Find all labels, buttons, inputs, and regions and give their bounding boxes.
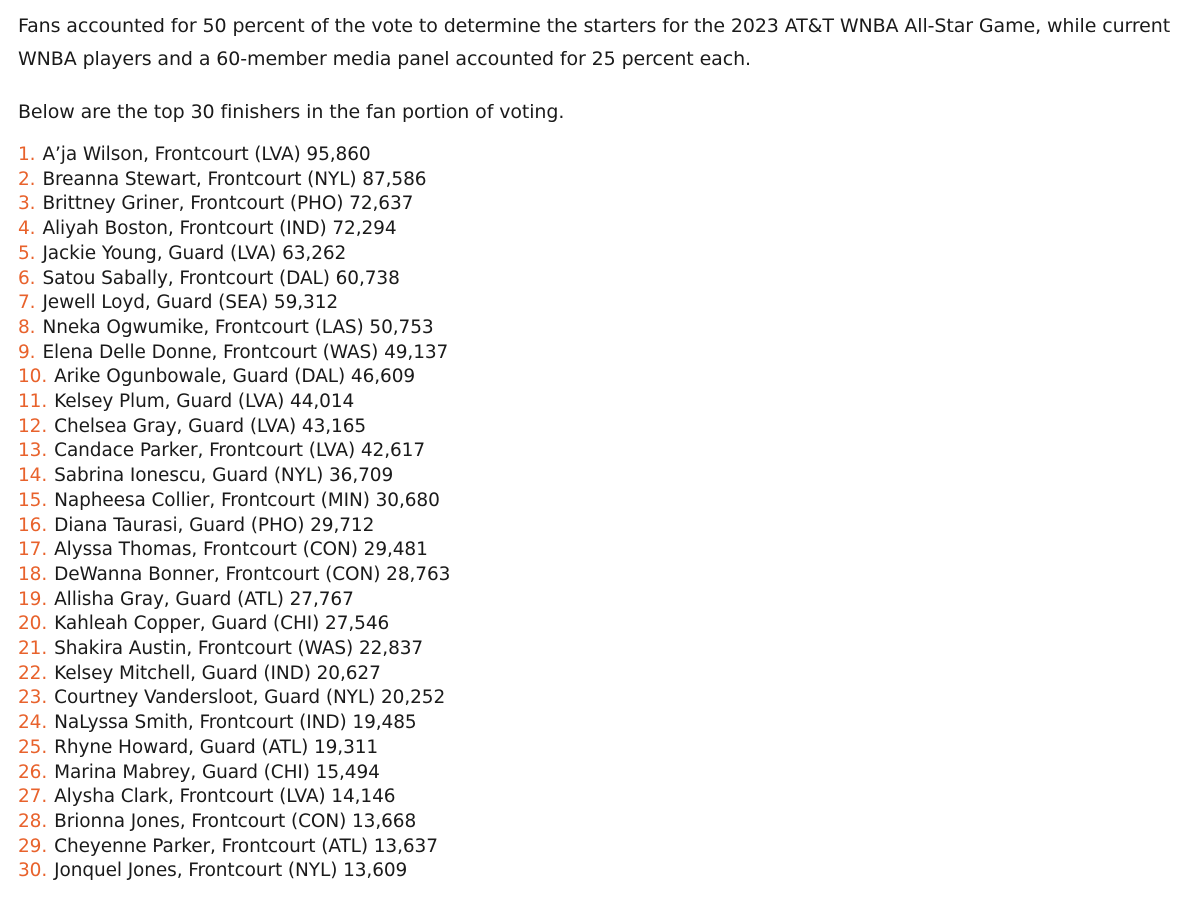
rank-number: 8. xyxy=(18,316,36,338)
list-item xyxy=(18,761,1194,786)
player-entry: Brittney Griner, Frontcourt (PHO) 72,637 xyxy=(42,193,414,215)
fan-vote-ranking-list xyxy=(18,143,1194,884)
list-item xyxy=(18,711,1194,736)
player-entry: Kelsey Mitchell, Guard (IND) 20,627 xyxy=(54,662,381,684)
rank-number: 24. xyxy=(18,712,48,734)
player-entry: Shakira Austin, Frontcourt (WAS) 22,837 xyxy=(54,638,424,660)
list-item xyxy=(18,390,1194,415)
player-entry: Nneka Ogwumike, Frontcourt (LAS) 50,753 xyxy=(42,316,434,338)
list-intro-paragraph: Below are the top 30 finishers in the fan portion of voting. xyxy=(18,101,565,123)
list-item xyxy=(18,612,1194,637)
rank-number: 16. xyxy=(18,514,48,536)
list-item xyxy=(18,538,1194,563)
list-item xyxy=(18,662,1194,687)
player-entry: Cheyenne Parker, Frontcourt (ATL) 13,637 xyxy=(54,835,438,857)
intro-paragraph: Fans accounted for 50 percent of the vote to determine the starters for the 2023 AT&T WNBA All-Star Game, while current WNBA players and a 60-member media panel accounted for 25 percent each. xyxy=(18,15,1171,70)
player-entry: Napheesa Collier, Frontcourt (MIN) 30,680 xyxy=(54,489,440,511)
list-item xyxy=(18,291,1194,316)
list-item xyxy=(18,835,1194,860)
rank-number: 5. xyxy=(18,242,36,264)
list-item xyxy=(18,736,1194,761)
list-item xyxy=(18,365,1194,390)
list-item xyxy=(18,168,1194,193)
list-item xyxy=(18,192,1194,217)
rank-number: 18. xyxy=(18,563,48,585)
rank-number: 15. xyxy=(18,489,48,511)
player-entry: Jackie Young, Guard (LVA) 63,262 xyxy=(42,242,347,264)
rank-number: 21. xyxy=(18,638,48,660)
rank-number: 26. xyxy=(18,761,48,783)
player-entry: Kelsey Plum, Guard (LVA) 44,014 xyxy=(54,391,355,413)
list-item xyxy=(18,588,1194,613)
rank-number: 25. xyxy=(18,736,48,758)
list-item xyxy=(18,637,1194,662)
player-entry: Alyssa Thomas, Frontcourt (CON) 29,481 xyxy=(54,539,428,561)
list-item xyxy=(18,859,1194,884)
list-item xyxy=(18,489,1194,514)
list-item xyxy=(18,810,1194,835)
list-item xyxy=(18,785,1194,810)
player-entry: Arike Ogunbowale, Guard (DAL) 46,609 xyxy=(54,366,416,388)
player-entry: Elena Delle Donne, Frontcourt (WAS) 49,137 xyxy=(42,341,449,363)
player-entry: Aliyah Boston, Frontcourt (IND) 72,294 xyxy=(42,218,397,240)
rank-number: 20. xyxy=(18,613,48,635)
rank-number: 2. xyxy=(18,168,36,190)
rank-number: 22. xyxy=(18,662,48,684)
list-item xyxy=(18,267,1194,292)
rank-number: 13. xyxy=(18,440,48,462)
rank-number: 3. xyxy=(18,193,36,215)
player-entry: Diana Taurasi, Guard (PHO) 29,712 xyxy=(54,514,375,536)
list-item xyxy=(18,514,1194,539)
player-entry: Allisha Gray, Guard (ATL) 27,767 xyxy=(54,588,354,610)
player-entry: Satou Sabally, Frontcourt (DAL) 60,738 xyxy=(42,267,400,289)
rank-number: 10. xyxy=(18,366,48,388)
player-entry: A’ja Wilson, Frontcourt (LVA) 95,860 xyxy=(42,144,371,165)
list-item xyxy=(18,143,1194,168)
player-entry: Courtney Vandersloot, Guard (NYL) 20,252 xyxy=(54,687,446,709)
rank-number: 28. xyxy=(18,810,48,832)
rank-number: 7. xyxy=(18,292,36,314)
player-entry: Brionna Jones, Frontcourt (CON) 13,668 xyxy=(54,810,417,832)
list-item xyxy=(18,341,1194,366)
player-entry: Breanna Stewart, Frontcourt (NYL) 87,586 xyxy=(42,168,427,190)
rank-number: 29. xyxy=(18,835,48,857)
rank-number: 19. xyxy=(18,588,48,610)
player-entry: Alysha Clark, Frontcourt (LVA) 14,146 xyxy=(54,786,396,808)
list-item xyxy=(18,464,1194,489)
rank-number: 23. xyxy=(18,687,48,709)
list-item xyxy=(18,415,1194,440)
rank-number: 11. xyxy=(18,391,48,413)
list-item xyxy=(18,563,1194,588)
player-entry: NaLyssa Smith, Frontcourt (IND) 19,485 xyxy=(54,712,417,734)
rank-number: 1. xyxy=(18,144,36,165)
player-entry: Candace Parker, Frontcourt (LVA) 42,617 xyxy=(54,440,425,462)
list-item xyxy=(18,316,1194,341)
article-body xyxy=(18,10,1194,884)
rank-number: 6. xyxy=(18,267,36,289)
player-entry: Sabrina Ionescu, Guard (NYL) 36,709 xyxy=(54,465,394,487)
player-entry: DeWanna Bonner, Frontcourt (CON) 28,763 xyxy=(54,563,451,585)
list-item xyxy=(18,439,1194,464)
rank-number: 12. xyxy=(18,415,48,437)
rank-number: 4. xyxy=(18,218,36,240)
rank-number: 27. xyxy=(18,786,48,808)
list-item xyxy=(18,242,1194,267)
list-item xyxy=(18,217,1194,242)
rank-number: 30. xyxy=(18,860,48,882)
player-entry: Jewell Loyd, Guard (SEA) 59,312 xyxy=(42,292,339,314)
rank-number: 14. xyxy=(18,465,48,487)
rank-number: 17. xyxy=(18,539,48,561)
list-item xyxy=(18,686,1194,711)
player-entry: Rhyne Howard, Guard (ATL) 19,311 xyxy=(54,736,379,758)
player-entry: Marina Mabrey, Guard (CHI) 15,494 xyxy=(54,761,380,783)
player-entry: Jonquel Jones, Frontcourt (NYL) 13,609 xyxy=(54,860,408,882)
player-entry: Chelsea Gray, Guard (LVA) 43,165 xyxy=(54,415,367,437)
player-entry: Kahleah Copper, Guard (CHI) 27,546 xyxy=(54,613,390,635)
rank-number: 9. xyxy=(18,341,36,363)
